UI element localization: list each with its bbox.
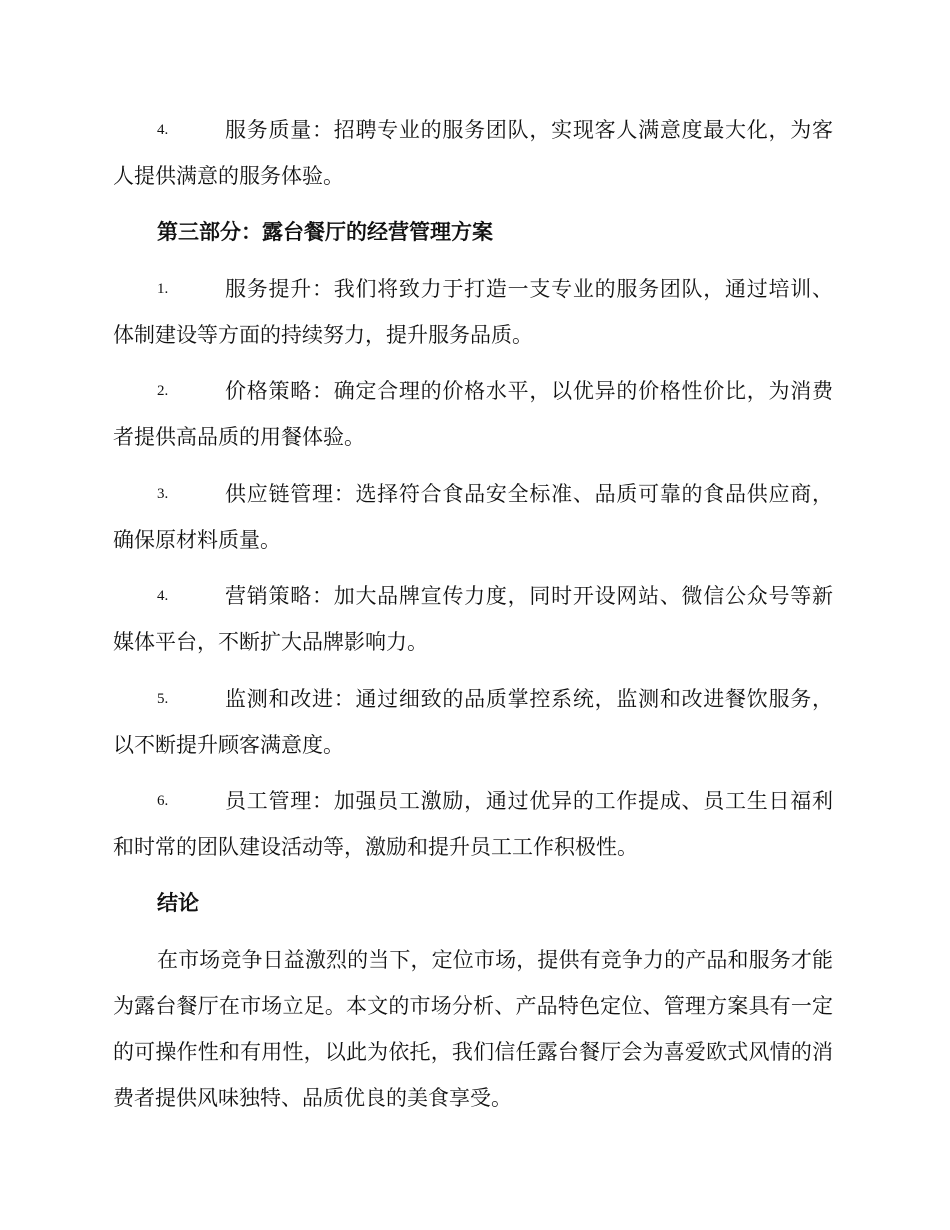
list-number: 4. bbox=[157, 588, 169, 604]
list-text: 服务提升：我们将致力于打造一支专业的服务团队，通过培训、体制建设等方面的持续努力，提升服务品质。 bbox=[113, 277, 833, 347]
list-number: 3. bbox=[157, 486, 169, 502]
list-text: 价格策略：确定合理的价格水平，以优异的价格性价比，为消费者提供高品质的用餐体验。 bbox=[113, 379, 833, 449]
list-text: 供应链管理：选择符合食品安全标准、品质可靠的食品供应商，确保原材料质量。 bbox=[113, 482, 833, 552]
list-item bbox=[113, 368, 833, 460]
list-item bbox=[113, 573, 833, 665]
list-text: 员工管理：加强员工激励，通过优异的工作提成、员工生日福利和时常的团队建设活动等，激励和提升员工工作积极性。 bbox=[113, 789, 833, 859]
list-item bbox=[113, 266, 833, 358]
list-number: 4. bbox=[157, 122, 169, 138]
list-number: 2. bbox=[157, 383, 169, 399]
list-item bbox=[113, 107, 833, 199]
conclusion-paragraph: 在市场竞争日益激烈的当下，定位市场，提供有竞争力的产品和服务才能为露台餐厅在市场立足。本文的市场分析、产品特色定位、管理方案具有一定的可操作性和有用性，以此为依托，我们信任露台餐厅会为喜爱欧式风情的消费者提供风味独特、品质优良的美食享受。 bbox=[113, 948, 833, 1110]
section-heading: 第三部分：露台餐厅的经营管理方案 bbox=[157, 219, 493, 244]
list-text: 监测和改进：通过细致的品质掌控系统，监测和改进餐饮服务，以不断提升顾客满意度。 bbox=[113, 687, 833, 757]
list-text: 营销策略：加大品牌宣传力度，同时开设网站、微信公众号等新媒体平台，不断扩大品牌影响力。 bbox=[113, 584, 833, 654]
conclusion-heading: 结论 bbox=[157, 890, 199, 915]
list-text: 服务质量：招聘专业的服务团队，实现客人满意度最大化，为客人提供满意的服务体验。 bbox=[113, 118, 833, 188]
list-item bbox=[113, 676, 833, 768]
list-item bbox=[113, 778, 833, 870]
list-number: 1. bbox=[157, 281, 169, 297]
list-number: 5. bbox=[157, 691, 169, 707]
list-item bbox=[113, 471, 833, 563]
list-number: 6. bbox=[157, 793, 169, 809]
